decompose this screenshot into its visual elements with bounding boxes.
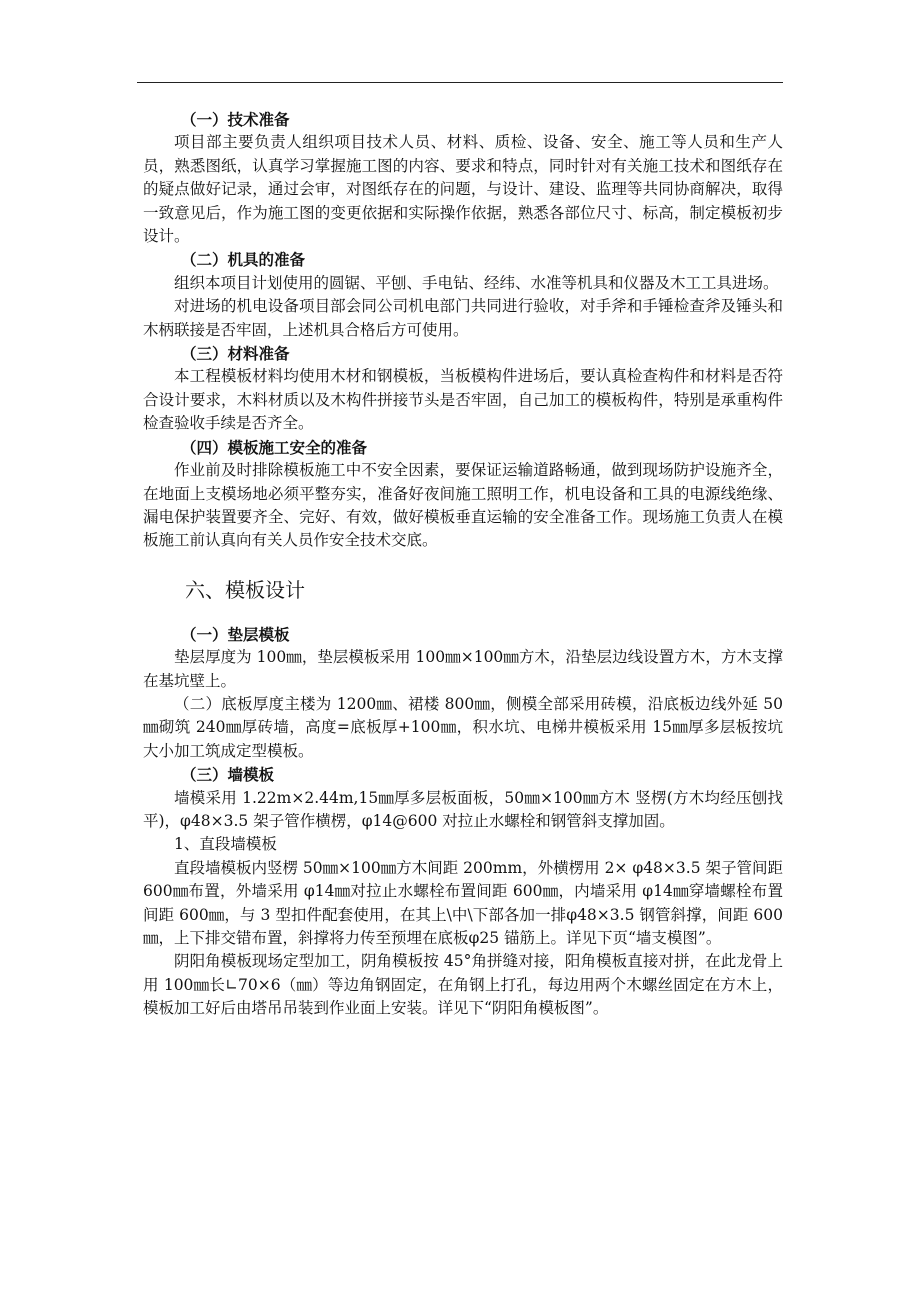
paragraph-wall: 墙模采用 1.22m×2.44m,15㎜厚多层板面板，50㎜×100㎜方木 竖楞(方木均经压刨找平)，φ48×3.5 架子管作横楞，φ14@600 对拉止水螺栓和钢管斜支撑加固。 <box>143 788 783 830</box>
header-rule <box>137 82 783 83</box>
paragraph-corner-formwork: 阴阳角模板现场定型加工，阴角模板按 45°角拼缝对接，阳角模板直接对拼，在此龙骨上用 100㎜长∟70×6（㎜）等边角钢固定，在角钢上打孔，每边用两个木螺丝固定在方木上，模板加工好后由塔吊吊装到作业面上安装。详见下“阴阳角模板图”。 <box>143 952 783 1018</box>
paragraph-material-prep: 本工程模板材料均使用木材和钢模板，当板模构件进场后，要认真检查构件和材料是否符合设计要求，木料材质以及木构件拼接节头是否牢固，自己加工的模板构件，特别是承重构件检查验收手续是否齐全。 <box>143 367 783 433</box>
section-heading-safety-prep: （四）模板施工安全的准备 <box>181 437 368 457</box>
paragraph-tool-prep-1: 组织本项目计划使用的圆锯、平刨、手电钻、经纬、水准等机具和仪器及木工工具进场。 <box>174 273 779 292</box>
paragraph-safety-prep: 作业前及时排除模板施工中不安全因素，要保证运输道路畅通，做到现场防护设施齐全，在地面上支模场地必须平整夯实，准备好夜间施工照明工作，机电设备和工具的电源线绝缘、漏电保护装置要齐全、完好、有效，做好模板垂直运输的安全准备工作。现场施工负责人在模板施工前认真向有关人员作安全技术交底。 <box>143 461 783 550</box>
section-heading-material-prep: （三）材料准备 <box>181 344 290 364</box>
section-heading-tech-prep: （一）技术准备 <box>181 110 290 129</box>
paragraph-base-plate: （二）底板厚度主楼为 1200㎜、裙楼 800㎜，侧模全部采用砖模，沿底板边线外延 50㎜砌筑 240㎜厚砖墙，高度=底板厚+100㎜，积水坑、电梯井模板采用 15㎜厚多层板按坑大小加工筑成定型模板。 <box>143 694 783 760</box>
section-heading-tool-prep: （二）机具的准备 <box>181 250 306 270</box>
document-body <box>143 108 783 1021</box>
paragraph-cushion: 垫层厚度为 100㎜，垫层模板采用 100㎜×100㎜方木，沿垫层边线设置方木，方木支撑在基坑壁上。 <box>143 648 783 690</box>
chapter-title-formwork-design: 六、模板设计 <box>185 577 305 602</box>
paragraph-straight-wall: 直段墙模板内竖楞 50㎜×100㎜方木间距 200mm，外横楞用 2× φ48×3.5 架子管间距 600㎜布置，外墙采用 φ14㎜对拉止水螺栓布置间距 600㎜，内墙采用 φ14㎜穿墙螺栓布置间距 600㎜，与 3 型扣件配套使用，在其上\中\下部各加一排φ48×3.5 钢管斜撑，间距 600㎜，上下排交错布置，斜撑将力传至预埋在底板φ25 锚筋上。详见下页“墙支模图”。 <box>143 858 783 947</box>
section-heading-cushion: （一）垫层模板 <box>181 624 290 644</box>
paragraph-tool-prep-2: 对进场的机电设备项目部会同公司机电部门共同进行验收，对手斧和手锤检查斧及锤头和木柄联接是否牢固，上述机具合格后方可使用。 <box>143 297 783 339</box>
paragraph-tech-prep: 项目部主要负责人组织项目技术人员、材料、质检、设备、安全、施工等人员和生产人员，熟悉图纸，认真学习掌握施工图的内容、要求和特点，同时针对有关施工技术和图纸存在的疑点做好记录，通过会审，对图纸存在的问题，与设计、建设、监理等共同协商解决，取得一致意见后，作为施工图的变更依据和实际操作依据，熟悉各部位尺寸、标高，制定模板初步设计。 <box>143 133 783 246</box>
subheading-straight-wall: 1、直段墙模板 <box>174 835 277 854</box>
section-heading-wall: （三）墙模板 <box>181 765 275 785</box>
